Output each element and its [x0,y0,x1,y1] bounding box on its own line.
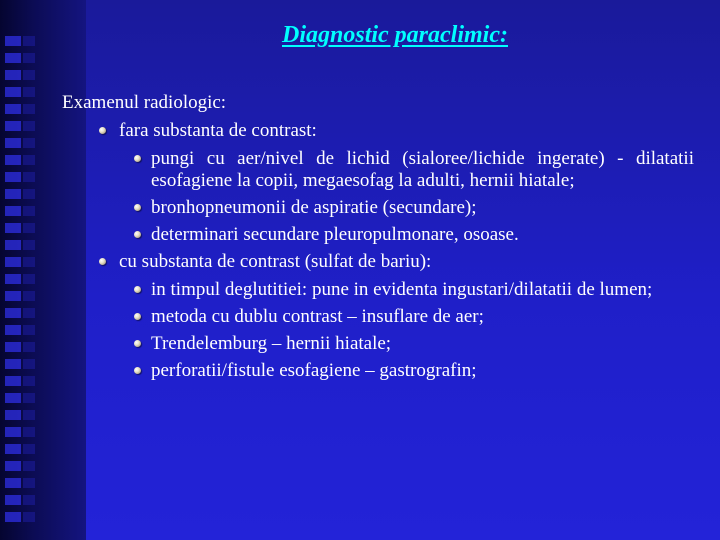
bullet-icon [134,367,141,374]
list-item [151,333,694,355]
bullet-icon [134,313,141,320]
list-item [151,279,694,301]
list-item-text: pungi cu aer/nivel de lichid (sialoree/lichide ingerate) - dilatatii esofagiene la copii, megaesofag la adulti, hernii hiatale; [151,148,694,191]
section-label: cu substanta de contrast (sulfat de bariu): [119,251,432,272]
bullet-icon [99,127,106,134]
bullet-icon [99,258,106,265]
list-item-text: Trendelemburg – hernii hiatale; [151,333,392,354]
list-item-text: metoda cu dublu contrast – insuflare de aer; [151,306,484,327]
list-item [151,197,694,219]
bullet-icon [134,340,141,347]
section-without-contrast [119,120,694,142]
decorative-squares [5,36,21,526]
section-label: fara substanta de contrast: [119,120,317,141]
slide-content [62,92,694,387]
bullet-icon [134,204,141,211]
list-item-text: perforatii/fistule esofagiene – gastrografin; [151,360,477,381]
list-item [151,148,694,192]
slide-title: Diagnostic paraclimic: [282,22,508,48]
bullet-icon [134,286,141,293]
bullet-icon [134,155,141,162]
list-item-text: in timpul deglutitiei: pune in evidenta ingustari/dilatatii de lumen; [151,279,653,300]
list-item [151,224,694,246]
heading-examenul-radiologic: Examenul radiologic: [62,92,227,113]
decorative-squares-inner [23,36,35,526]
list-item [151,360,694,382]
list-item-text: determinari secundare pleuropulmonare, osoase. [151,224,519,245]
list-item-text: bronhopneumonii de aspiratie (secundare); [151,197,477,218]
section-with-contrast [119,251,694,273]
list-item [151,306,694,328]
bullet-icon [134,231,141,238]
